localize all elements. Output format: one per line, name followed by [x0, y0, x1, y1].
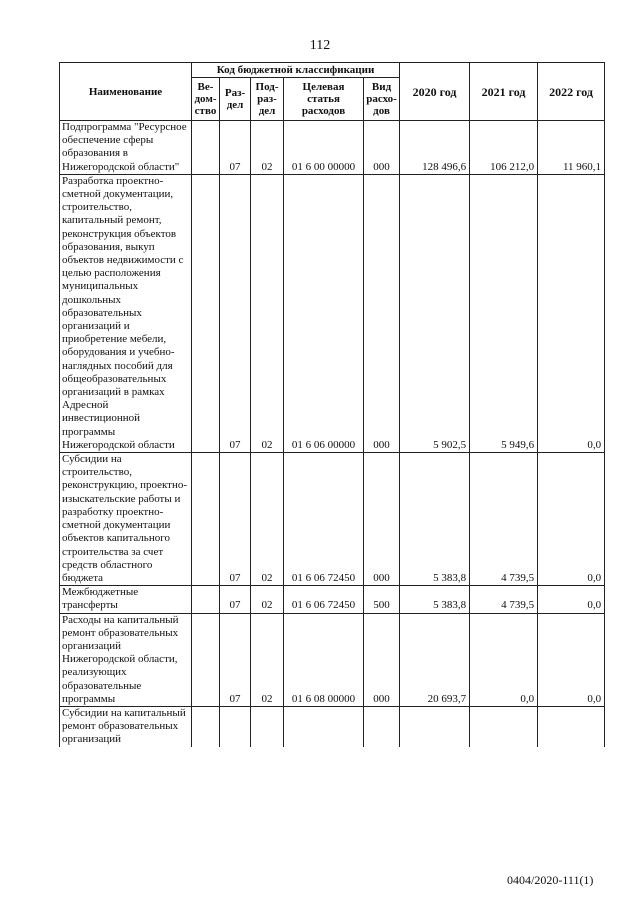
table-row	[60, 706, 605, 746]
row-vedomstvo	[192, 586, 220, 613]
row-2022: 0,0	[538, 613, 605, 706]
table-row	[60, 121, 605, 175]
header-razdel: Раз-дел	[220, 78, 251, 121]
row-2021: 4 739,5	[470, 586, 538, 613]
row-vid: 000	[364, 453, 400, 586]
row-2022	[538, 706, 605, 746]
row-razdel: 07	[220, 121, 251, 175]
row-razdel: 07	[220, 453, 251, 586]
row-2022: 0,0	[538, 586, 605, 613]
header-2020: 2020 год	[400, 63, 470, 121]
row-celevaya	[284, 706, 364, 746]
row-celevaya: 01 6 00 00000	[284, 121, 364, 175]
row-2021: 106 212,0	[470, 121, 538, 175]
row-2020: 128 496,6	[400, 121, 470, 175]
row-2022: 0,0	[538, 453, 605, 586]
row-name: Межбюджетные трансферты	[60, 586, 192, 613]
row-2022: 11 960,1	[538, 121, 605, 175]
row-2020: 5 383,8	[400, 453, 470, 586]
row-2021	[470, 706, 538, 746]
row-vedomstvo	[192, 121, 220, 175]
row-2020	[400, 706, 470, 746]
table-row	[60, 613, 605, 706]
row-celevaya: 01 6 06 72450	[284, 586, 364, 613]
row-2020: 5 383,8	[400, 586, 470, 613]
row-vid	[364, 706, 400, 746]
row-2021: 0,0	[470, 613, 538, 706]
row-podrazdel: 02	[251, 174, 284, 452]
table-row	[60, 453, 605, 586]
row-podrazdel	[251, 706, 284, 746]
row-razdel: 07	[220, 586, 251, 613]
row-vid: 500	[364, 586, 400, 613]
header-celevaya: Целевая статья расходов	[284, 78, 364, 121]
row-name: Субсидии на капитальный ремонт образовательных организаций	[60, 706, 192, 746]
row-podrazdel: 02	[251, 121, 284, 175]
row-vid: 000	[364, 613, 400, 706]
row-celevaya: 01 6 06 72450	[284, 453, 364, 586]
table-row	[60, 586, 605, 613]
row-2021: 5 949,6	[470, 174, 538, 452]
row-vedomstvo	[192, 174, 220, 452]
header-vid: Вид расхо-дов	[364, 78, 400, 121]
header-name: Наименование	[60, 63, 192, 121]
row-name: Разработка проектно-сметной документации, строительство, капитальный ремонт, реконструкция объектов образования, выкуп объектов недвижимости с целью расположения муниципальных дошкольных образовательных организаций и приобретение мебели, оборудования и учебно-наглядных пособий для общеобразовательных организаций в рамках Адресной инвестиционной программы Нижегородской области	[60, 174, 192, 452]
row-podrazdel: 02	[251, 453, 284, 586]
row-2020: 5 902,5	[400, 174, 470, 452]
row-celevaya: 01 6 06 00000	[284, 174, 364, 452]
row-name: Расходы на капитальный ремонт образовательных организаций Нижегородской области, реализующих образовательные программы	[60, 613, 192, 706]
budget-table	[59, 62, 605, 747]
header-vedomstvo: Ве-дом-ство	[192, 78, 220, 121]
row-podrazdel: 02	[251, 586, 284, 613]
row-name: Подпрограмма "Ресурсное обеспечение сферы образования в Нижегородской области"	[60, 121, 192, 175]
row-razdel: 07	[220, 174, 251, 452]
row-name: Субсидии на строительство, реконструкцию, проектно-изыскательские работы и разработку проектно-сметной документации объектов капитального строительства за счет средств областного бюджета	[60, 453, 192, 586]
row-vedomstvo	[192, 453, 220, 586]
page-number: 112	[309, 38, 331, 53]
header-2021: 2021 год	[470, 63, 538, 121]
header-podrazdel: Под-раз-дел	[251, 78, 284, 121]
row-celevaya: 01 6 08 00000	[284, 613, 364, 706]
document-code: 0404/2020-111(1)	[507, 873, 594, 887]
header-2022: 2022 год	[538, 63, 605, 121]
row-vid: 000	[364, 121, 400, 175]
row-razdel	[220, 706, 251, 746]
row-razdel: 07	[220, 613, 251, 706]
row-2022: 0,0	[538, 174, 605, 452]
row-2020: 20 693,7	[400, 613, 470, 706]
row-vedomstvo	[192, 706, 220, 746]
row-podrazdel: 02	[251, 613, 284, 706]
row-vid: 000	[364, 174, 400, 452]
row-vedomstvo	[192, 613, 220, 706]
table-row	[60, 174, 605, 452]
row-2021: 4 739,5	[470, 453, 538, 586]
header-group: Код бюджетной классификации	[192, 63, 400, 78]
